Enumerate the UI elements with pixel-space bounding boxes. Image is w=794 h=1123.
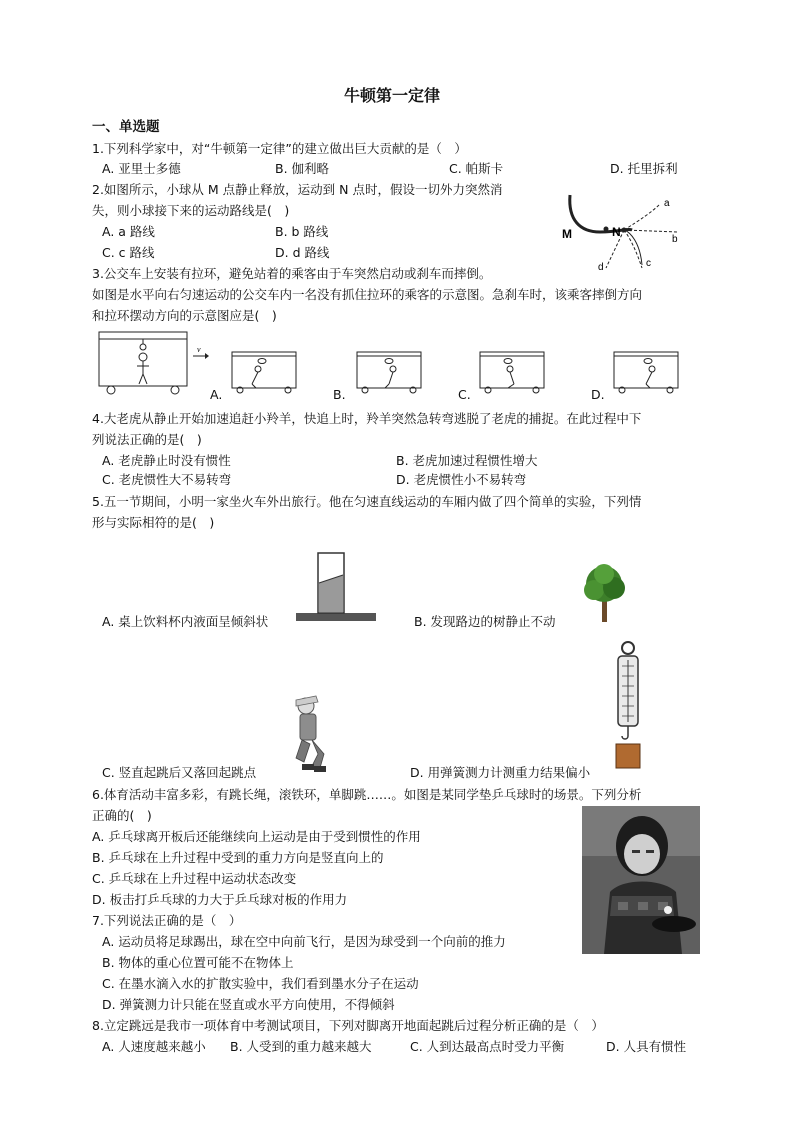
q4-option-a[interactable]: A. 老虎静止时没有惯性 bbox=[102, 453, 231, 468]
q2-stem-line1: 2.如图所示，小球从 M 点静止释放，运动到 N 点时，假设一切外力突然消 bbox=[92, 182, 503, 197]
q7-option-d[interactable]: D. 弹簧测力计只能在竖直或水平方向使用，不得倾斜 bbox=[102, 997, 395, 1012]
q6-stem-line2: 正确的( ) bbox=[92, 808, 152, 823]
spring-scale-figure bbox=[610, 640, 646, 772]
bus-option-d-figure bbox=[612, 350, 680, 394]
q5-stem-line2: 形与实际相符的是( ) bbox=[92, 515, 215, 530]
q1-option-a[interactable]: A. 亚里士多德 bbox=[102, 161, 181, 176]
q3-stem-line1: 3.公交车上安装有拉环，避免站着的乘客由于车突然启动或刹车而摔倒。 bbox=[92, 266, 492, 281]
q3-option-b[interactable]: B. bbox=[333, 387, 346, 402]
q5-option-d[interactable]: D. 用弹簧测力计测重力结果偏小 bbox=[410, 765, 591, 780]
q4-stem-line1: 4.大老虎从静止开始加速追赶小羚羊，快追上时，羚羊突然急转弯逃脱了老虎的捕捉。在此过程中下 bbox=[92, 411, 642, 426]
q8-option-d[interactable]: D. 人具有惯性 bbox=[606, 1039, 687, 1054]
q3-option-c[interactable]: C. bbox=[458, 387, 471, 402]
path-b bbox=[624, 230, 678, 232]
q6-option-b[interactable]: B. 乒乓球在上升过程中受到的重力方向是竖直向上的 bbox=[92, 850, 384, 865]
q7-option-a[interactable]: A. 运动员将足球踢出，球在空中向前飞行，是因为球受到一个向前的推力 bbox=[102, 934, 506, 949]
q5-option-c[interactable]: C. 竖直起跳后又落回起跳点 bbox=[102, 765, 257, 780]
q3-option-d[interactable]: D. bbox=[591, 387, 605, 402]
q1-option-c[interactable]: C. 帕斯卡 bbox=[449, 161, 504, 176]
q1-stem: 1.下列科学家中，对“牛顿第一定律”的建立做出巨大贡献的是（ ） bbox=[92, 141, 467, 156]
q2-stem-line2: 失，则小球接下来的运动路线是( ) bbox=[92, 203, 290, 218]
curved-track bbox=[570, 195, 632, 232]
q6-option-c[interactable]: C. 乒乓球在上升过程中运动状态改变 bbox=[92, 871, 297, 886]
q8-stem: 8.立定跳远是我市一项体育中考测试项目，下列对脚离开地面起跳后过程分析正确的是（ ） bbox=[92, 1018, 604, 1033]
q3-stem-line2: 如图是水平向右匀速运动的公交车内一名没有抓住拉环的乘客的示意图。急刹车时，该乘客摔倒方向 bbox=[92, 287, 643, 302]
label-c: c bbox=[646, 258, 651, 269]
bus-option-c-figure bbox=[478, 350, 546, 394]
q2-trajectory-figure bbox=[560, 190, 690, 275]
q2-option-c[interactable]: C. c 路线 bbox=[102, 245, 155, 260]
ball-at-m bbox=[604, 227, 609, 232]
q7-option-b[interactable]: B. 物体的重心位置可能不在物体上 bbox=[102, 955, 294, 970]
q6-option-a[interactable]: A. 乒乓球离开板后还能继续向上运动是由于受到惯性的作用 bbox=[92, 829, 421, 844]
q3-option-a[interactable]: A. bbox=[210, 387, 223, 402]
q5-option-b[interactable]: B. 发现路边的树静止不动 bbox=[414, 614, 556, 629]
page-title: 牛顿第一定律 bbox=[344, 86, 441, 105]
path-c-track bbox=[624, 230, 642, 265]
q2-option-a[interactable]: A. a 路线 bbox=[102, 224, 155, 239]
label-m: M bbox=[562, 227, 572, 241]
bus-option-b-figure bbox=[355, 350, 423, 394]
path-a bbox=[624, 204, 660, 230]
ping-pong-photo bbox=[582, 806, 700, 954]
q6-option-d[interactable]: D. 板击打乒乓球的力大于乒乓球对板的作用力 bbox=[92, 892, 348, 907]
tree-figure bbox=[580, 562, 630, 624]
q8-option-b[interactable]: B. 人受到的重力越来越大 bbox=[230, 1039, 372, 1054]
q3-stem-line3: 和拉环摆动方向的示意图应是( ) bbox=[92, 308, 277, 323]
jumping-person-figure bbox=[282, 692, 334, 776]
bus-option-a-figure bbox=[230, 350, 298, 394]
q5-stem-line1: 5.五一节期间，小明一家坐火车外出旅行。他在匀速直线运动的车厢内做了四个简单的实验，下列情 bbox=[92, 494, 642, 509]
q1-option-d[interactable]: D. 托里拆利 bbox=[610, 161, 678, 176]
label-a: a bbox=[664, 198, 670, 209]
q7-option-c[interactable]: C. 在墨水滴入水的扩散实验中，我们看到墨水分子在运动 bbox=[102, 976, 419, 991]
bus-diagram-original bbox=[97, 330, 209, 396]
q4-option-d[interactable]: D. 老虎惯性小不易转弯 bbox=[396, 472, 527, 487]
label-b: b bbox=[672, 234, 678, 245]
q8-option-c[interactable]: C. 人到达最高点时受力平衡 bbox=[410, 1039, 565, 1054]
q5-option-a[interactable]: A. 桌上饮料杯内液面呈倾斜状 bbox=[102, 614, 269, 629]
q4-stem-line2: 列说法正确的是( ) bbox=[92, 432, 202, 447]
q7-stem: 7.下列说法正确的是（ ） bbox=[92, 913, 242, 928]
q2-option-d[interactable]: D. d 路线 bbox=[275, 245, 330, 260]
q4-option-c[interactable]: C. 老虎惯性大不易转弯 bbox=[102, 472, 232, 487]
q2-option-b[interactable]: B. b 路线 bbox=[275, 224, 329, 239]
label-d: d bbox=[598, 262, 604, 273]
velocity-label: v bbox=[197, 345, 201, 354]
q4-option-b[interactable]: B. 老虎加速过程惯性增大 bbox=[396, 453, 538, 468]
q8-option-a[interactable]: A. 人速度越来越小 bbox=[102, 1039, 206, 1054]
label-n: N bbox=[612, 225, 621, 239]
section-heading: 一、单选题 bbox=[92, 119, 160, 135]
tilted-cup-figure bbox=[296, 545, 376, 627]
q6-stem-line1: 6.体育活动丰富多彩，有跳长绳，滚铁环，单脚跳……。如图是某同学垫乒乓球时的场景。下列分析 bbox=[92, 787, 642, 802]
q1-option-b[interactable]: B. 伽利略 bbox=[275, 161, 330, 176]
